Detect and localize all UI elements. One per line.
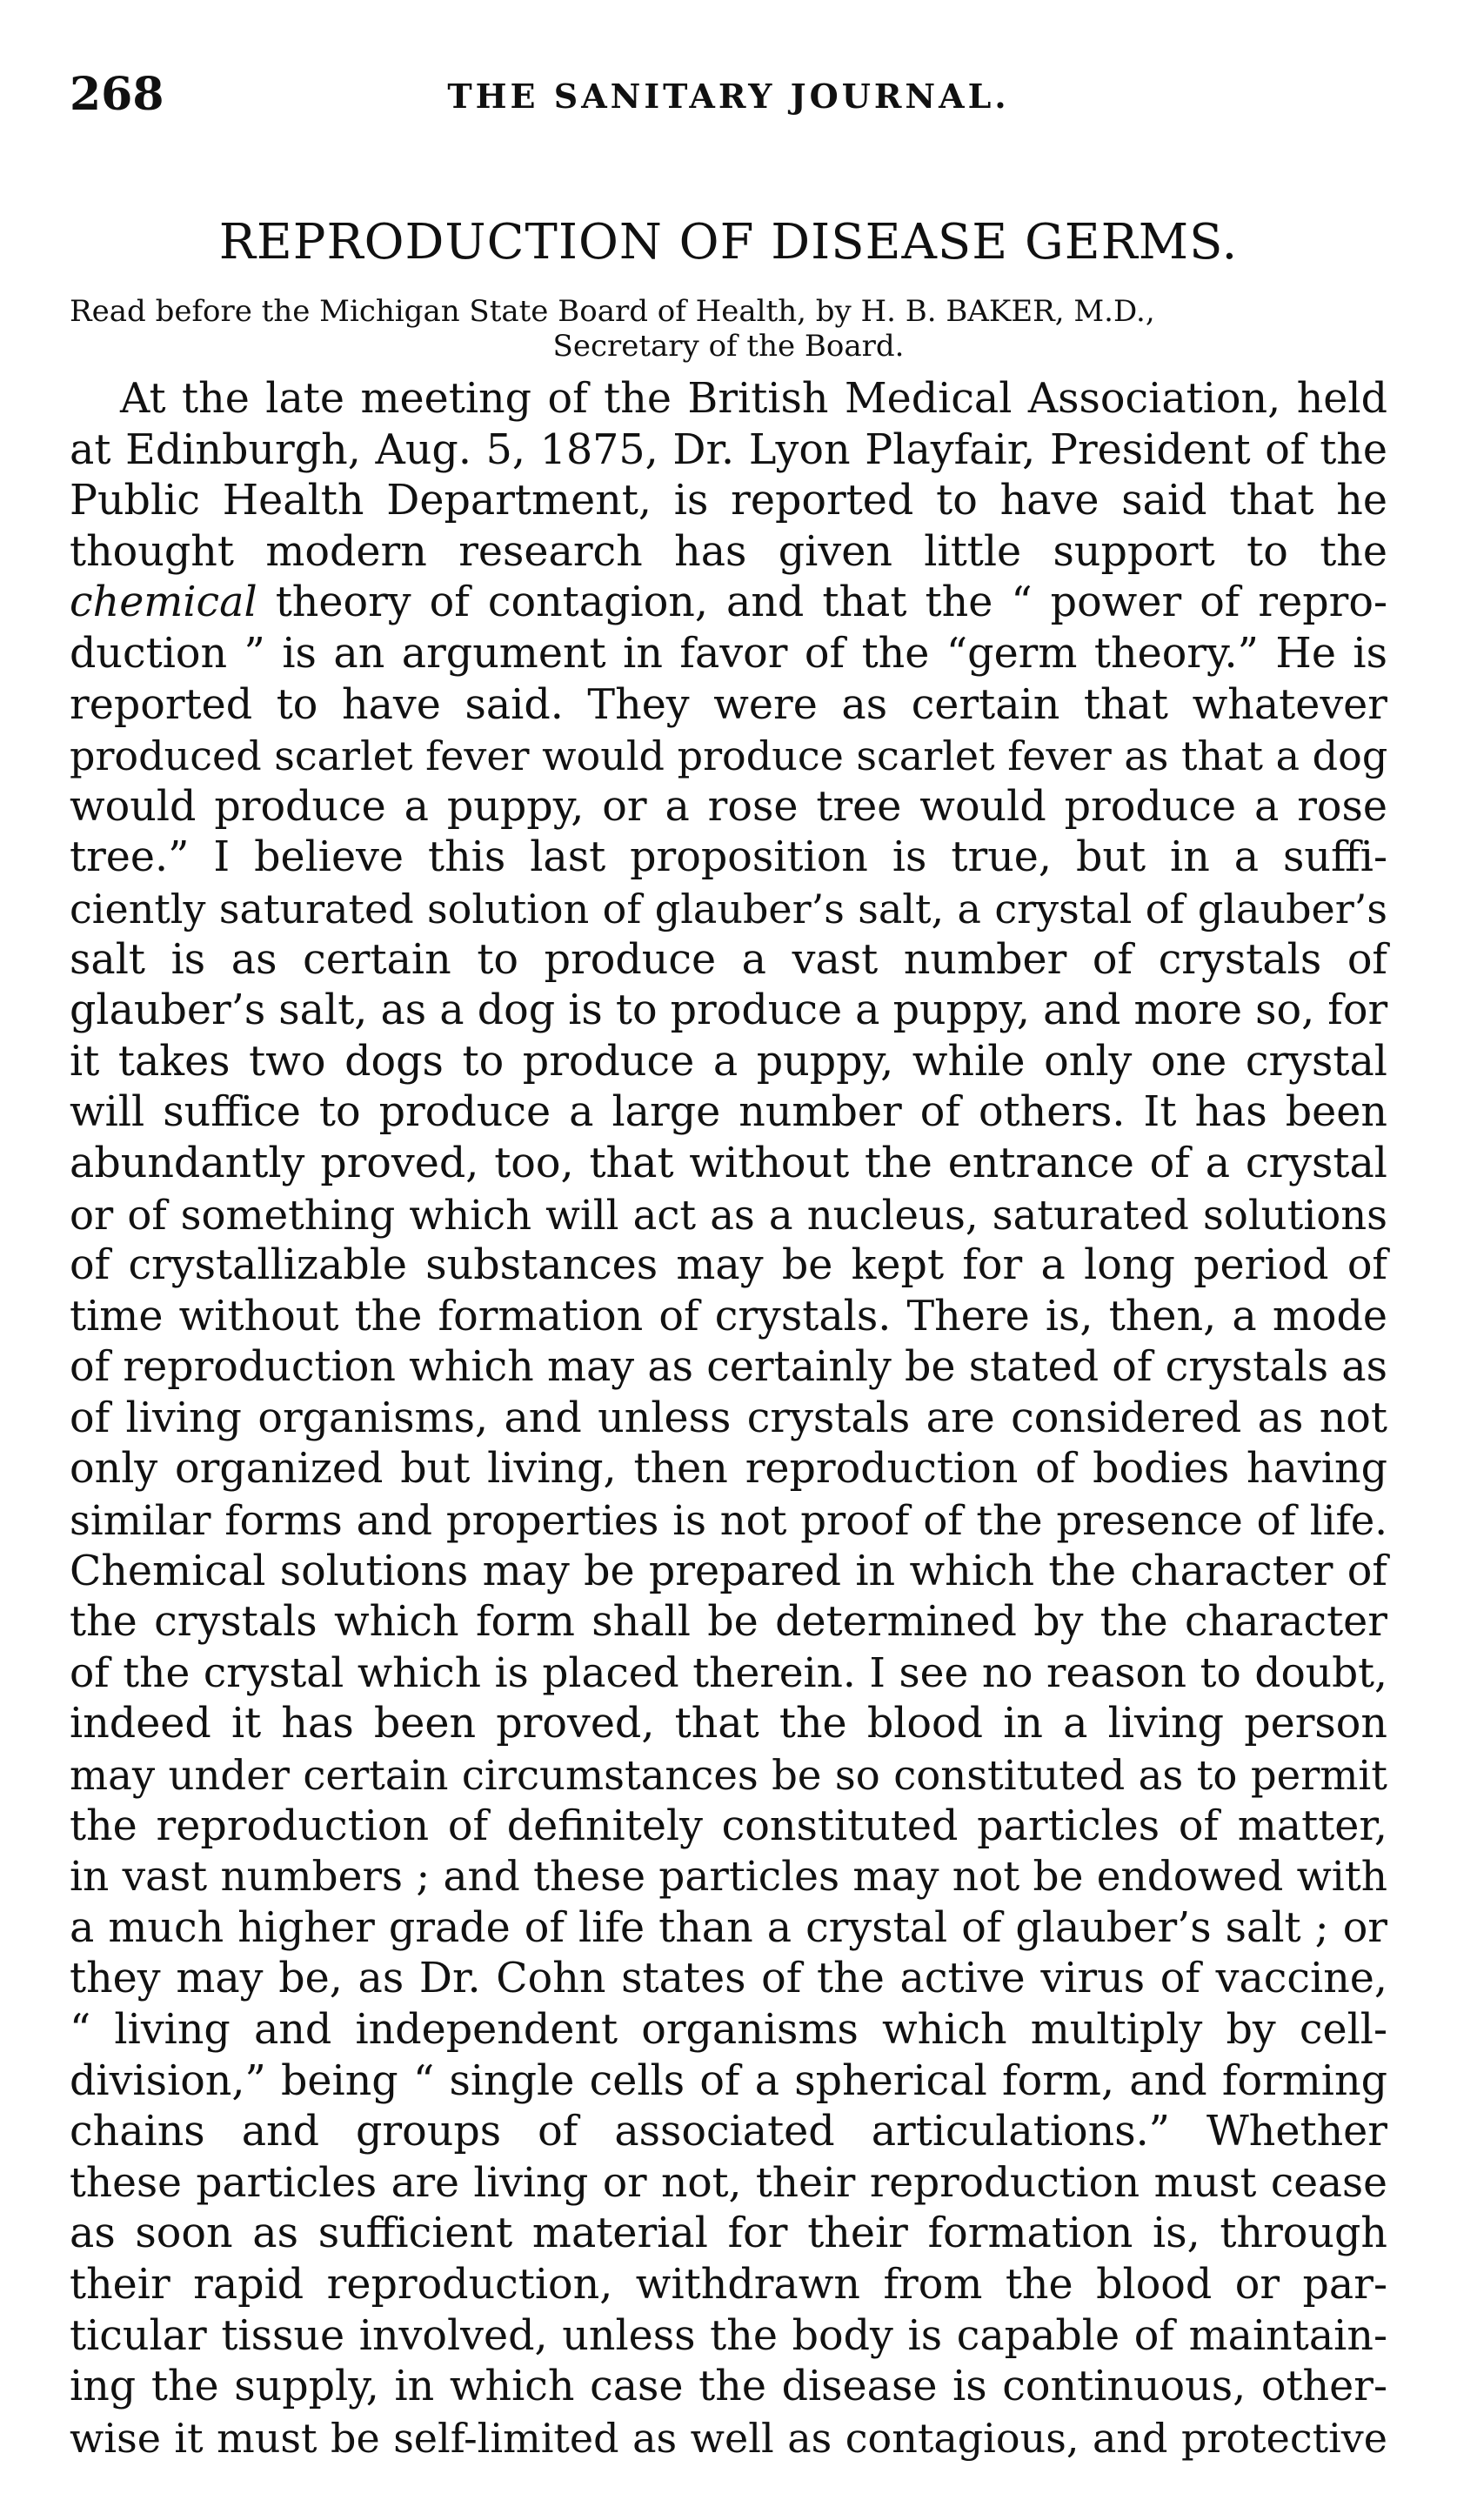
text-line: reported to have said. They were as certain that whatever	[70, 680, 1387, 729]
text-line: indeed it has been proved, that the blood in a living person	[70, 1700, 1387, 1748]
text-line: as soon as sufficient material for their formation is, through	[70, 2209, 1387, 2258]
text-line: of living organisms, and unless crystals are considered as not	[70, 1394, 1387, 1442]
byline-affiliation: Secretary of the Board.	[552, 329, 905, 364]
text-line: time without the formation of crystals. There is, then, a mode	[70, 1292, 1387, 1340]
text-line: ciently saturated solution of glauber’s salt, a crystal of glauber’s	[70, 885, 1387, 932]
text-line: these particles are living or not, their reproduction must cease	[70, 2158, 1387, 2207]
text-line: ing the supply, in which case the disease is continuous, other-	[70, 2363, 1387, 2411]
text-line: at Edinburgh, Aug. 5, 1875, Dr. Lyon Playfair, President of the	[70, 425, 1387, 474]
text-line: in vast numbers ; and these particles may not be endowed with	[70, 1853, 1387, 1902]
text-line: glauber’s salt, as a dog is to produce a puppy, and more so, for	[70, 986, 1388, 1035]
text-line: produced scarlet fever would produce scarlet fever as that a dog	[70, 732, 1388, 780]
text-line: Chemical solutions may be prepared in which the character of	[70, 1547, 1387, 1595]
text-line: of the crystal which is placed therein. I see no reason to doubt,	[70, 1648, 1387, 1697]
text-line: only organized but living, then reproduction of bodies having	[70, 1445, 1387, 1494]
text-line: chemical theory of contagion, and that the “ power of repro-	[70, 578, 1387, 627]
text-line: will suffice to produce a large number of others. It has been	[70, 1088, 1387, 1137]
text-line: tree.” I believe this last proposition is true, but in a suffi-	[70, 833, 1387, 882]
text-line: ticular tissue involved, unless the body is capable of maintain-	[70, 2311, 1387, 2360]
text-line: the crystals which form shall be determined by the character	[70, 1598, 1387, 1647]
text-line: duction ” is an argument in favor of the “germ theory.” He is	[70, 629, 1387, 678]
text-line: thought modern research has given little support to the	[70, 527, 1387, 576]
text-line: chains and groups of associated articulations.” Whether	[70, 2108, 1387, 2156]
text-line: similar forms and properties is not proof of the presence of life.	[70, 1497, 1387, 1545]
running-head	[70, 68, 1387, 120]
text-line: may under certain circumstances be so constituted as to permit	[70, 1752, 1387, 1800]
text-line: would produce a puppy, or a rose tree would produce a rose	[70, 782, 1387, 831]
text-line: wise it must be self-limited as well as contagious, and protective	[70, 2414, 1387, 2462]
text-line: it takes two dogs to produce a puppy, while only one crystal	[70, 1037, 1387, 1086]
text-line: Public Health Department, is reported to have said that he	[70, 477, 1387, 525]
text-line: abundantly proved, too, that without the entrance of a crystal	[70, 1139, 1387, 1187]
journal-title: THE SANITARY JOURNAL.	[447, 77, 1010, 116]
article-title: REPRODUCTION OF DISEASE GERMS.	[218, 214, 1239, 271]
text-line: their rapid reproduction, withdrawn from the blood or par-	[70, 2260, 1387, 2309]
text-line: of crystallizable substances may be kept for a long period of	[70, 1241, 1387, 1290]
text-line: “ living and independent organisms which multiply by cell-	[70, 2006, 1387, 2054]
text-line: or of something which will act as a nucleus, saturated solutions	[70, 1191, 1387, 1239]
text-line: they may be, as Dr. Cohn states of the active virus of vaccine,	[70, 1955, 1387, 2003]
text-line: division,” being “ single cells of a spherical form, and forming	[70, 2056, 1387, 2105]
emphasis: chemical	[70, 578, 257, 627]
byline: Read before the Michigan State Board of Health, by H. B. BAKER, M.D.,	[70, 294, 1155, 329]
page-number: 268	[70, 68, 164, 121]
text-line: At the late meeting of the British Medical Association, held	[120, 375, 1387, 423]
text-line: a much higher grade of life than a crystal of glauber’s salt ; or	[70, 1903, 1387, 1952]
article-body	[70, 374, 1387, 2463]
text-line: salt is as certain to produce a vast number of crystals of	[70, 935, 1387, 984]
text-line: the reproduction of definitely constituted particles of matter,	[70, 1801, 1387, 1850]
text-line: of reproduction which may as certainly be stated of crystals as	[70, 1343, 1387, 1392]
